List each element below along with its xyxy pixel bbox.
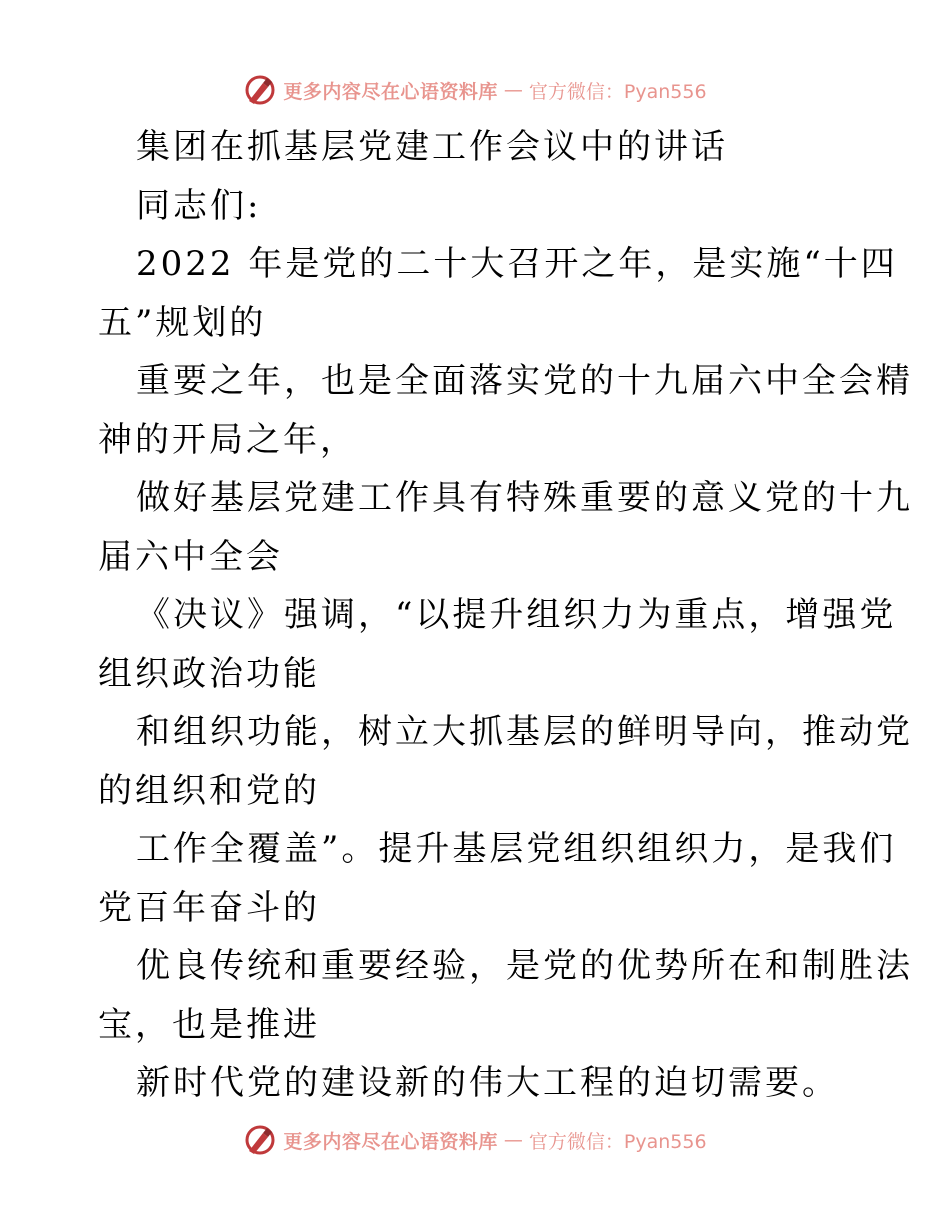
text-line: 神的开局之年， [98,419,357,460]
text-line: 党百年奋斗的 [98,887,320,928]
watermark-wechat-text: 官方微信：Pyan556 [528,1130,707,1153]
pen-logo-icon [243,1123,277,1157]
watermark-dash: — [503,1129,523,1151]
watermark-wechat-text: 官方微信：Pyan556 [528,80,707,103]
text-line: 五”规划的 [98,302,267,343]
text-line: 宝，也是推进 [98,1004,320,1045]
text-line: 优良传统和重要经验，是党的优势所在和制胜法 [136,946,913,986]
watermark-site-text: 更多内容尽在心语资料库 [283,80,498,103]
text-line: 的组织和党的 [98,770,320,811]
text-line: 和组织功能，树立大抓基层的鲜明导向，推动党 [136,712,913,752]
text-line: 重要之年，也是全面落实党的十九届六中全会精 [136,361,913,401]
pen-logo-icon [243,73,277,107]
text-line: 做好基层党建工作具有特殊重要的意义党的十九 [136,478,913,518]
text-line: 《决议》强调，“以提升组织力为重点，增强党 [136,595,897,635]
text-line: 组织政治功能 [98,653,320,694]
document-body [98,118,913,1113]
header-watermark [0,70,950,110]
text-line: 届六中全会 [98,536,283,577]
text-line: 工作全覆盖”。提升基层党组织组织力，是我们 [136,829,897,869]
document-title: 集团在抓基层党建工作会议中的讲话 [136,127,728,167]
text-line: 新时代党的建设新的伟大工程的迫切需要。 [136,1063,839,1103]
salutation: 同志们: [136,185,262,226]
footer-watermark [0,1120,950,1160]
watermark-site-text: 更多内容尽在心语资料库 [283,1130,498,1153]
text-line: 2022 年是党的二十大召开之年，是实施“十四 [136,244,898,284]
watermark-dash: — [503,79,523,101]
